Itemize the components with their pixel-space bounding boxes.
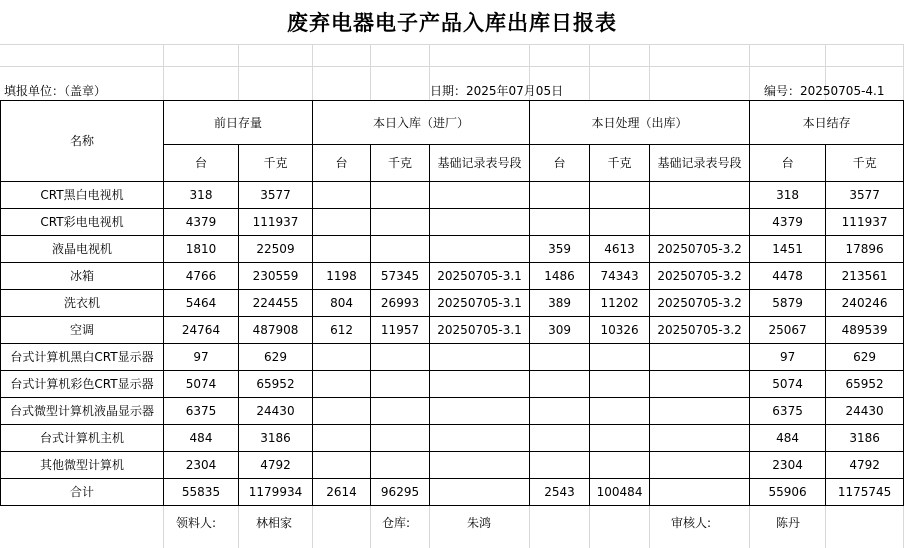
cell-prev-tai: 5464 — [164, 290, 239, 317]
cell-name: CRT彩电电视机 — [1, 209, 164, 236]
cell-prev-tai: 484 — [164, 425, 239, 452]
cell-out-tai — [530, 344, 590, 371]
cell-out-kg — [590, 344, 650, 371]
cell-in-tai — [313, 182, 371, 209]
receiver-name: 林相家 — [256, 516, 293, 530]
warehouse-name: 朱鸿 — [467, 516, 492, 530]
cell-bal-tai: 5879 — [750, 290, 826, 317]
header-out-kg: 千克 — [590, 145, 650, 182]
header-in-today: 本日入库（进厂） — [313, 101, 530, 145]
cell-bal-kg: 489539 — [826, 317, 904, 344]
table-row — [1, 290, 904, 317]
cell-out-tai: 1486 — [530, 263, 590, 290]
cell-bal-tai: 2304 — [750, 452, 826, 479]
cell-in-kg — [371, 209, 430, 236]
cell-prev-tai: 24764 — [164, 317, 239, 344]
cell-in-kg: 96295 — [371, 479, 430, 506]
cell-in-rec — [430, 425, 530, 452]
table-row — [1, 344, 904, 371]
header-out-today: 本日处理（出库） — [530, 101, 750, 145]
cell-out-kg: 4613 — [590, 236, 650, 263]
cell-bal-tai: 97 — [750, 344, 826, 371]
cell-out-tai: 359 — [530, 236, 590, 263]
table-row — [1, 317, 904, 344]
header-bal-kg: 千克 — [826, 145, 904, 182]
header-out-tai: 台 — [530, 145, 590, 182]
cell-out-kg — [590, 209, 650, 236]
receiver-label: 领料人: — [176, 516, 217, 530]
cell-in-tai: 804 — [313, 290, 371, 317]
cell-prev-kg: 487908 — [239, 317, 313, 344]
cell-name: 台式计算机黑白CRT显示器 — [1, 344, 164, 371]
cell-out-kg — [590, 182, 650, 209]
grid-row-line — [0, 44, 904, 45]
report-title: 废弃电器电子产品入库出库日报表 — [0, 0, 904, 44]
cell-out-rec — [650, 182, 750, 209]
cell-in-kg — [371, 371, 430, 398]
cell-in-tai — [313, 371, 371, 398]
cell-out-rec: 20250705-3.2 — [650, 290, 750, 317]
table-row — [1, 398, 904, 425]
cell-in-kg: 11957 — [371, 317, 430, 344]
cell-prev-tai: 5074 — [164, 371, 239, 398]
cell-out-kg — [590, 452, 650, 479]
cell-out-tai — [530, 182, 590, 209]
cell-out-rec: 20250705-3.2 — [650, 317, 750, 344]
cell-prev-tai: 6375 — [164, 398, 239, 425]
cell-bal-kg: 213561 — [826, 263, 904, 290]
cell-bal-kg: 4792 — [826, 452, 904, 479]
cell-prev-tai: 2304 — [164, 452, 239, 479]
cell-prev-tai: 55835 — [164, 479, 239, 506]
table-row — [1, 236, 904, 263]
cell-in-rec: 20250705-3.1 — [430, 317, 530, 344]
cell-out-rec — [650, 209, 750, 236]
cell-in-rec — [430, 398, 530, 425]
cell-out-rec: 20250705-3.2 — [650, 263, 750, 290]
cell-bal-tai: 5074 — [750, 371, 826, 398]
cell-prev-tai: 1810 — [164, 236, 239, 263]
cell-bal-kg: 3577 — [826, 182, 904, 209]
report-table — [0, 100, 904, 506]
table-row — [1, 371, 904, 398]
reporting-unit-label: 填报单位：（盖章） — [4, 84, 107, 98]
header-prev-stock: 前日存量 — [164, 101, 313, 145]
table-row — [1, 425, 904, 452]
header-balance: 本日结存 — [750, 101, 904, 145]
cell-bal-kg: 111937 — [826, 209, 904, 236]
cell-bal-tai: 4379 — [750, 209, 826, 236]
cell-out-kg: 100484 — [590, 479, 650, 506]
cell-in-tai — [313, 344, 371, 371]
cell-in-tai: 1198 — [313, 263, 371, 290]
header-in-tai: 台 — [313, 145, 371, 182]
cell-name: 合计 — [1, 479, 164, 506]
cell-name: 空调 — [1, 317, 164, 344]
cell-out-tai — [530, 398, 590, 425]
cell-prev-tai: 318 — [164, 182, 239, 209]
cell-out-tai: 309 — [530, 317, 590, 344]
cell-in-kg — [371, 425, 430, 452]
cell-out-rec — [650, 425, 750, 452]
cell-out-tai — [530, 425, 590, 452]
cell-bal-kg: 65952 — [826, 371, 904, 398]
cell-prev-kg: 224455 — [239, 290, 313, 317]
cell-bal-tai: 6375 — [750, 398, 826, 425]
cell-in-tai — [313, 452, 371, 479]
cell-out-tai: 2543 — [530, 479, 590, 506]
header-in-record: 基础记录表号段 — [430, 145, 530, 182]
header-in-kg: 千克 — [371, 145, 430, 182]
cell-out-rec — [650, 344, 750, 371]
table-row — [1, 209, 904, 236]
cell-out-kg — [590, 425, 650, 452]
total-row — [1, 479, 904, 506]
cell-in-kg — [371, 236, 430, 263]
cell-out-kg: 10326 — [590, 317, 650, 344]
cell-in-kg: 57345 — [371, 263, 430, 290]
cell-bal-tai: 55906 — [750, 479, 826, 506]
cell-prev-kg: 24430 — [239, 398, 313, 425]
cell-in-tai — [313, 425, 371, 452]
table-row — [1, 452, 904, 479]
cell-prev-kg: 111937 — [239, 209, 313, 236]
cell-in-rec — [430, 452, 530, 479]
cell-prev-tai: 4766 — [164, 263, 239, 290]
cell-in-rec: 20250705-3.1 — [430, 263, 530, 290]
header-name: 名称 — [1, 101, 164, 182]
cell-prev-kg: 22509 — [239, 236, 313, 263]
cell-out-tai — [530, 452, 590, 479]
cell-name: 液晶电视机 — [1, 236, 164, 263]
header-bal-tai: 台 — [750, 145, 826, 182]
cell-out-tai — [530, 209, 590, 236]
cell-bal-kg: 240246 — [826, 290, 904, 317]
cell-in-tai: 2614 — [313, 479, 371, 506]
cell-in-rec — [430, 371, 530, 398]
cell-bal-tai: 4478 — [750, 263, 826, 290]
cell-in-tai — [313, 236, 371, 263]
report-date: 日期：2025年07月05日 — [430, 84, 564, 98]
cell-bal-kg: 3186 — [826, 425, 904, 452]
cell-out-tai: 389 — [530, 290, 590, 317]
cell-out-rec — [650, 452, 750, 479]
cell-in-rec — [430, 209, 530, 236]
cell-bal-kg: 1175745 — [826, 479, 904, 506]
cell-bal-tai: 25067 — [750, 317, 826, 344]
cell-in-kg — [371, 344, 430, 371]
cell-bal-tai: 318 — [750, 182, 826, 209]
cell-bal-kg: 24430 — [826, 398, 904, 425]
cell-name: 台式计算机主机 — [1, 425, 164, 452]
reviewer-name: 陈丹 — [776, 516, 801, 530]
cell-out-tai — [530, 371, 590, 398]
cell-in-kg — [371, 182, 430, 209]
grid-row-line — [0, 66, 904, 67]
cell-out-kg: 74343 — [590, 263, 650, 290]
cell-prev-kg: 3577 — [239, 182, 313, 209]
reviewer-label: 审核人: — [671, 516, 712, 530]
cell-in-tai — [313, 398, 371, 425]
cell-out-rec — [650, 479, 750, 506]
cell-prev-kg: 3186 — [239, 425, 313, 452]
header-prev-kg: 千克 — [239, 145, 313, 182]
cell-in-kg — [371, 452, 430, 479]
cell-out-kg — [590, 371, 650, 398]
cell-in-kg: 26993 — [371, 290, 430, 317]
cell-in-rec: 20250705-3.1 — [430, 290, 530, 317]
cell-prev-kg: 230559 — [239, 263, 313, 290]
cell-prev-kg: 1179934 — [239, 479, 313, 506]
header-prev-tai: 台 — [164, 145, 239, 182]
cell-bal-tai: 484 — [750, 425, 826, 452]
cell-in-rec — [430, 182, 530, 209]
cell-bal-tai: 1451 — [750, 236, 826, 263]
cell-in-rec — [430, 236, 530, 263]
cell-prev-kg: 629 — [239, 344, 313, 371]
cell-name: CRT黑白电视机 — [1, 182, 164, 209]
report-number: 编号：20250705-4.1 — [764, 84, 885, 98]
cell-in-tai: 612 — [313, 317, 371, 344]
cell-bal-kg: 17896 — [826, 236, 904, 263]
cell-bal-kg: 629 — [826, 344, 904, 371]
cell-name: 洗衣机 — [1, 290, 164, 317]
cell-out-kg — [590, 398, 650, 425]
cell-out-rec — [650, 398, 750, 425]
table-row — [1, 182, 904, 209]
cell-in-rec — [430, 479, 530, 506]
cell-out-rec — [650, 371, 750, 398]
cell-name: 其他微型计算机 — [1, 452, 164, 479]
cell-in-rec — [430, 344, 530, 371]
cell-in-kg — [371, 398, 430, 425]
cell-prev-tai: 97 — [164, 344, 239, 371]
warehouse-label: 仓库: — [382, 516, 411, 530]
table-row — [1, 263, 904, 290]
cell-out-kg: 11202 — [590, 290, 650, 317]
cell-out-rec: 20250705-3.2 — [650, 236, 750, 263]
cell-name: 台式微型计算机液晶显示器 — [1, 398, 164, 425]
cell-in-tai — [313, 209, 371, 236]
cell-prev-kg: 4792 — [239, 452, 313, 479]
cell-name: 台式计算机彩色CRT显示器 — [1, 371, 164, 398]
header-out-record: 基础记录表号段 — [650, 145, 750, 182]
cell-prev-kg: 65952 — [239, 371, 313, 398]
cell-prev-tai: 4379 — [164, 209, 239, 236]
cell-name: 冰箱 — [1, 263, 164, 290]
